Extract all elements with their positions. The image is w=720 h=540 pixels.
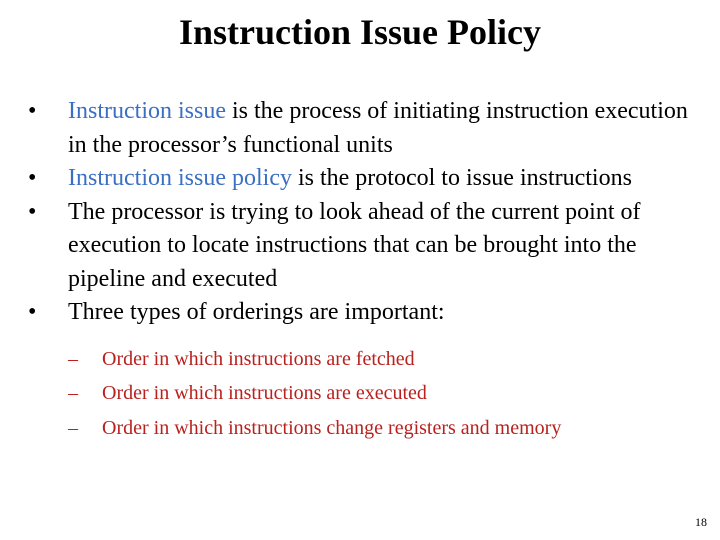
bullet-item-instruction-issue-policy: [28, 162, 698, 196]
sub-bullet-marker: –: [68, 382, 78, 404]
bullet-marker: •: [28, 165, 37, 191]
sub-bullet-item-registers-memory: [68, 411, 698, 446]
sub-bullet-text: Order in which instructions are fetched: [102, 347, 415, 370]
bullet-item-instruction-issue: [28, 95, 698, 162]
page-number: 18: [695, 515, 707, 529]
sub-bullet-item-executed: [68, 376, 698, 411]
bullet-list: [28, 95, 698, 445]
bullet-text: The processor is trying to look ahead of the current point of execution to locate instructions that can be brought into the pipeline and executed: [68, 198, 641, 292]
sub-bullet-item-fetched: [68, 342, 698, 377]
highlighted-term: Instruction issue: [68, 98, 226, 124]
sub-bullet-list: [68, 342, 698, 446]
bullet-marker: •: [28, 198, 37, 225]
bullet-item-orderings: [28, 296, 698, 445]
bullet-text: is the protocol to issue instructions: [291, 165, 632, 191]
sub-bullet-text: Order in which instructions are executed: [102, 382, 427, 404]
highlighted-term: Instruction issue policy: [68, 165, 292, 191]
sub-bullet-marker: –: [68, 416, 78, 439]
bullet-text: Three types of orderings are important:: [68, 299, 445, 325]
sub-bullet-marker: –: [68, 347, 78, 370]
bullet-item-processor-lookahead: [28, 196, 698, 297]
bullet-marker: •: [28, 98, 37, 124]
bullet-text: is the process of initiating instruction execution in the processor’s functional units: [68, 98, 688, 158]
bullet-marker: •: [28, 299, 37, 325]
slide-title: Instruction Issue Policy: [178, 12, 542, 52]
sub-bullet-text: Order in which instructions change registers and memory: [102, 416, 562, 439]
